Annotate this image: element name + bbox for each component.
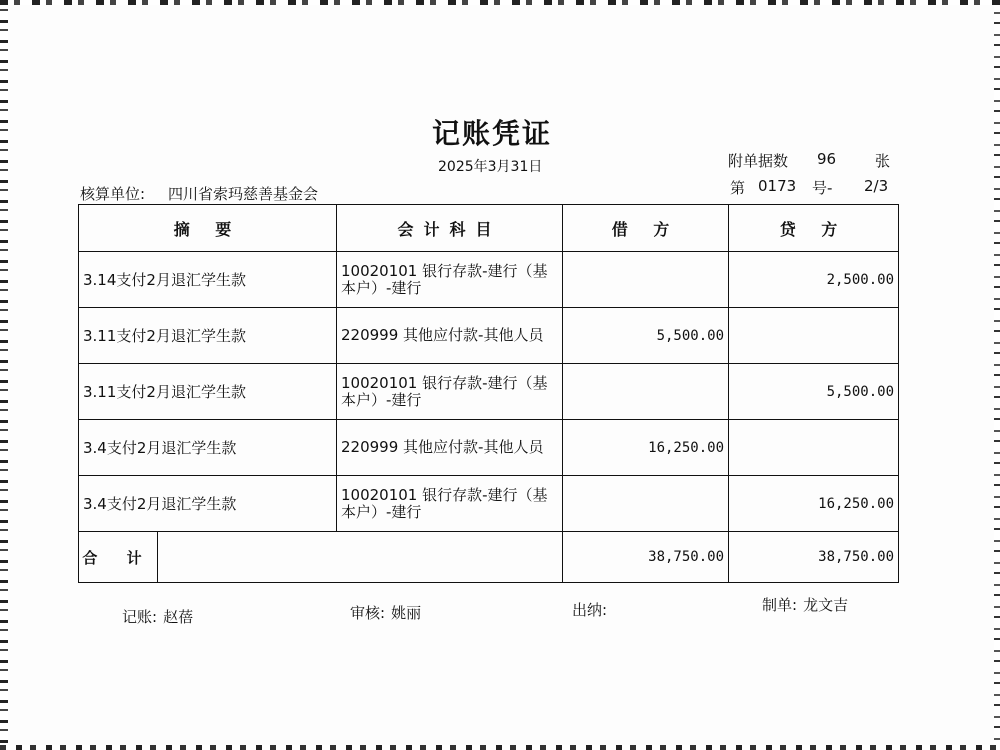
header-debit: 借 方 [563, 205, 729, 252]
row-account-line1: 10020101 银行存款-建行（基 [341, 485, 548, 504]
auditor-signature [350, 602, 421, 623]
table-row [79, 420, 899, 476]
table-row [79, 252, 899, 308]
accounting-unit-label: 核算单位: [80, 185, 146, 203]
accounting-unit-name: 四川省索玛慈善基金会 [168, 185, 319, 203]
row-credit: 2,500.00 [729, 252, 899, 308]
maker-signature [762, 594, 848, 615]
scan-edge-left [0, 0, 8, 750]
total-credit: 38,750.00 [729, 532, 899, 583]
attachments-unit: 张 [875, 152, 891, 170]
row-credit: 5,500.00 [729, 364, 899, 420]
cashier-label: 出纳: [572, 601, 608, 619]
voucher-date: 2025年3月31日 [438, 159, 543, 175]
row-summary: 3.4支付2月退汇学生款 [79, 476, 337, 532]
row-credit: 16,250.00 [729, 476, 899, 532]
table-row [79, 476, 899, 532]
row-account [337, 308, 563, 364]
row-credit [729, 420, 899, 476]
row-debit [563, 364, 729, 420]
row-account [337, 364, 563, 420]
scan-edge-top [0, 0, 1000, 5]
row-account-line2: 本户）-建行 [341, 278, 422, 297]
cashier-signature [572, 599, 613, 620]
total-label: 合 计 [79, 532, 158, 582]
voucher-number: 0173 [758, 177, 797, 195]
row-summary: 3.14支付2月退汇学生款 [79, 252, 337, 308]
auditor-name: 姚丽 [391, 604, 422, 622]
header-account: 会计科目 [337, 205, 563, 252]
scan-edge-bottom [0, 745, 1000, 750]
total-label-cell [79, 532, 563, 583]
row-account [337, 252, 563, 308]
row-account-line1: 220999 其他应付款-其他人员 [341, 438, 544, 456]
bookkeeper-name: 赵蓓 [163, 608, 194, 626]
table-row [79, 364, 899, 420]
auditor-label: 审核: [350, 604, 386, 622]
attachments-count: 96 [817, 150, 837, 168]
maker-name: 龙文吉 [803, 596, 849, 614]
maker-label: 制单: [762, 596, 798, 614]
table-header-row [79, 205, 899, 252]
row-debit [563, 476, 729, 532]
voucher-title: 记账凭证 [432, 117, 553, 150]
voucher-number-suffix: 号- [812, 179, 833, 197]
row-credit [729, 308, 899, 364]
row-account-line2: 本户）-建行 [341, 390, 422, 409]
row-summary: 3.11支付2月退汇学生款 [79, 364, 337, 420]
row-account [337, 420, 563, 476]
row-summary: 3.11支付2月退汇学生款 [79, 308, 337, 364]
bookkeeper-signature [122, 606, 193, 627]
header-credit: 贷 方 [729, 205, 899, 252]
table-row [79, 308, 899, 364]
row-account-line1: 10020101 银行存款-建行（基 [341, 261, 548, 280]
voucher-number-prefix: 第 [730, 179, 746, 197]
scan-edge-right [994, 0, 1000, 750]
total-row [79, 532, 899, 583]
total-debit: 38,750.00 [563, 532, 729, 583]
row-account [337, 476, 563, 532]
row-summary: 3.4支付2月退汇学生款 [79, 420, 337, 476]
row-debit: 16,250.00 [563, 420, 729, 476]
voucher-table [78, 204, 899, 583]
header-summary: 摘 要 [79, 205, 337, 252]
row-account-line2: 本户）-建行 [341, 502, 422, 521]
row-debit [563, 252, 729, 308]
attachments-label: 附单据数 [728, 152, 789, 170]
row-account-line1: 10020101 银行存款-建行（基 [341, 373, 548, 392]
bookkeeper-label: 记账: [122, 608, 158, 626]
row-debit: 5,500.00 [563, 308, 729, 364]
row-account-line1: 220999 其他应付款-其他人员 [341, 326, 544, 344]
voucher-page-number: 2/3 [864, 177, 889, 195]
